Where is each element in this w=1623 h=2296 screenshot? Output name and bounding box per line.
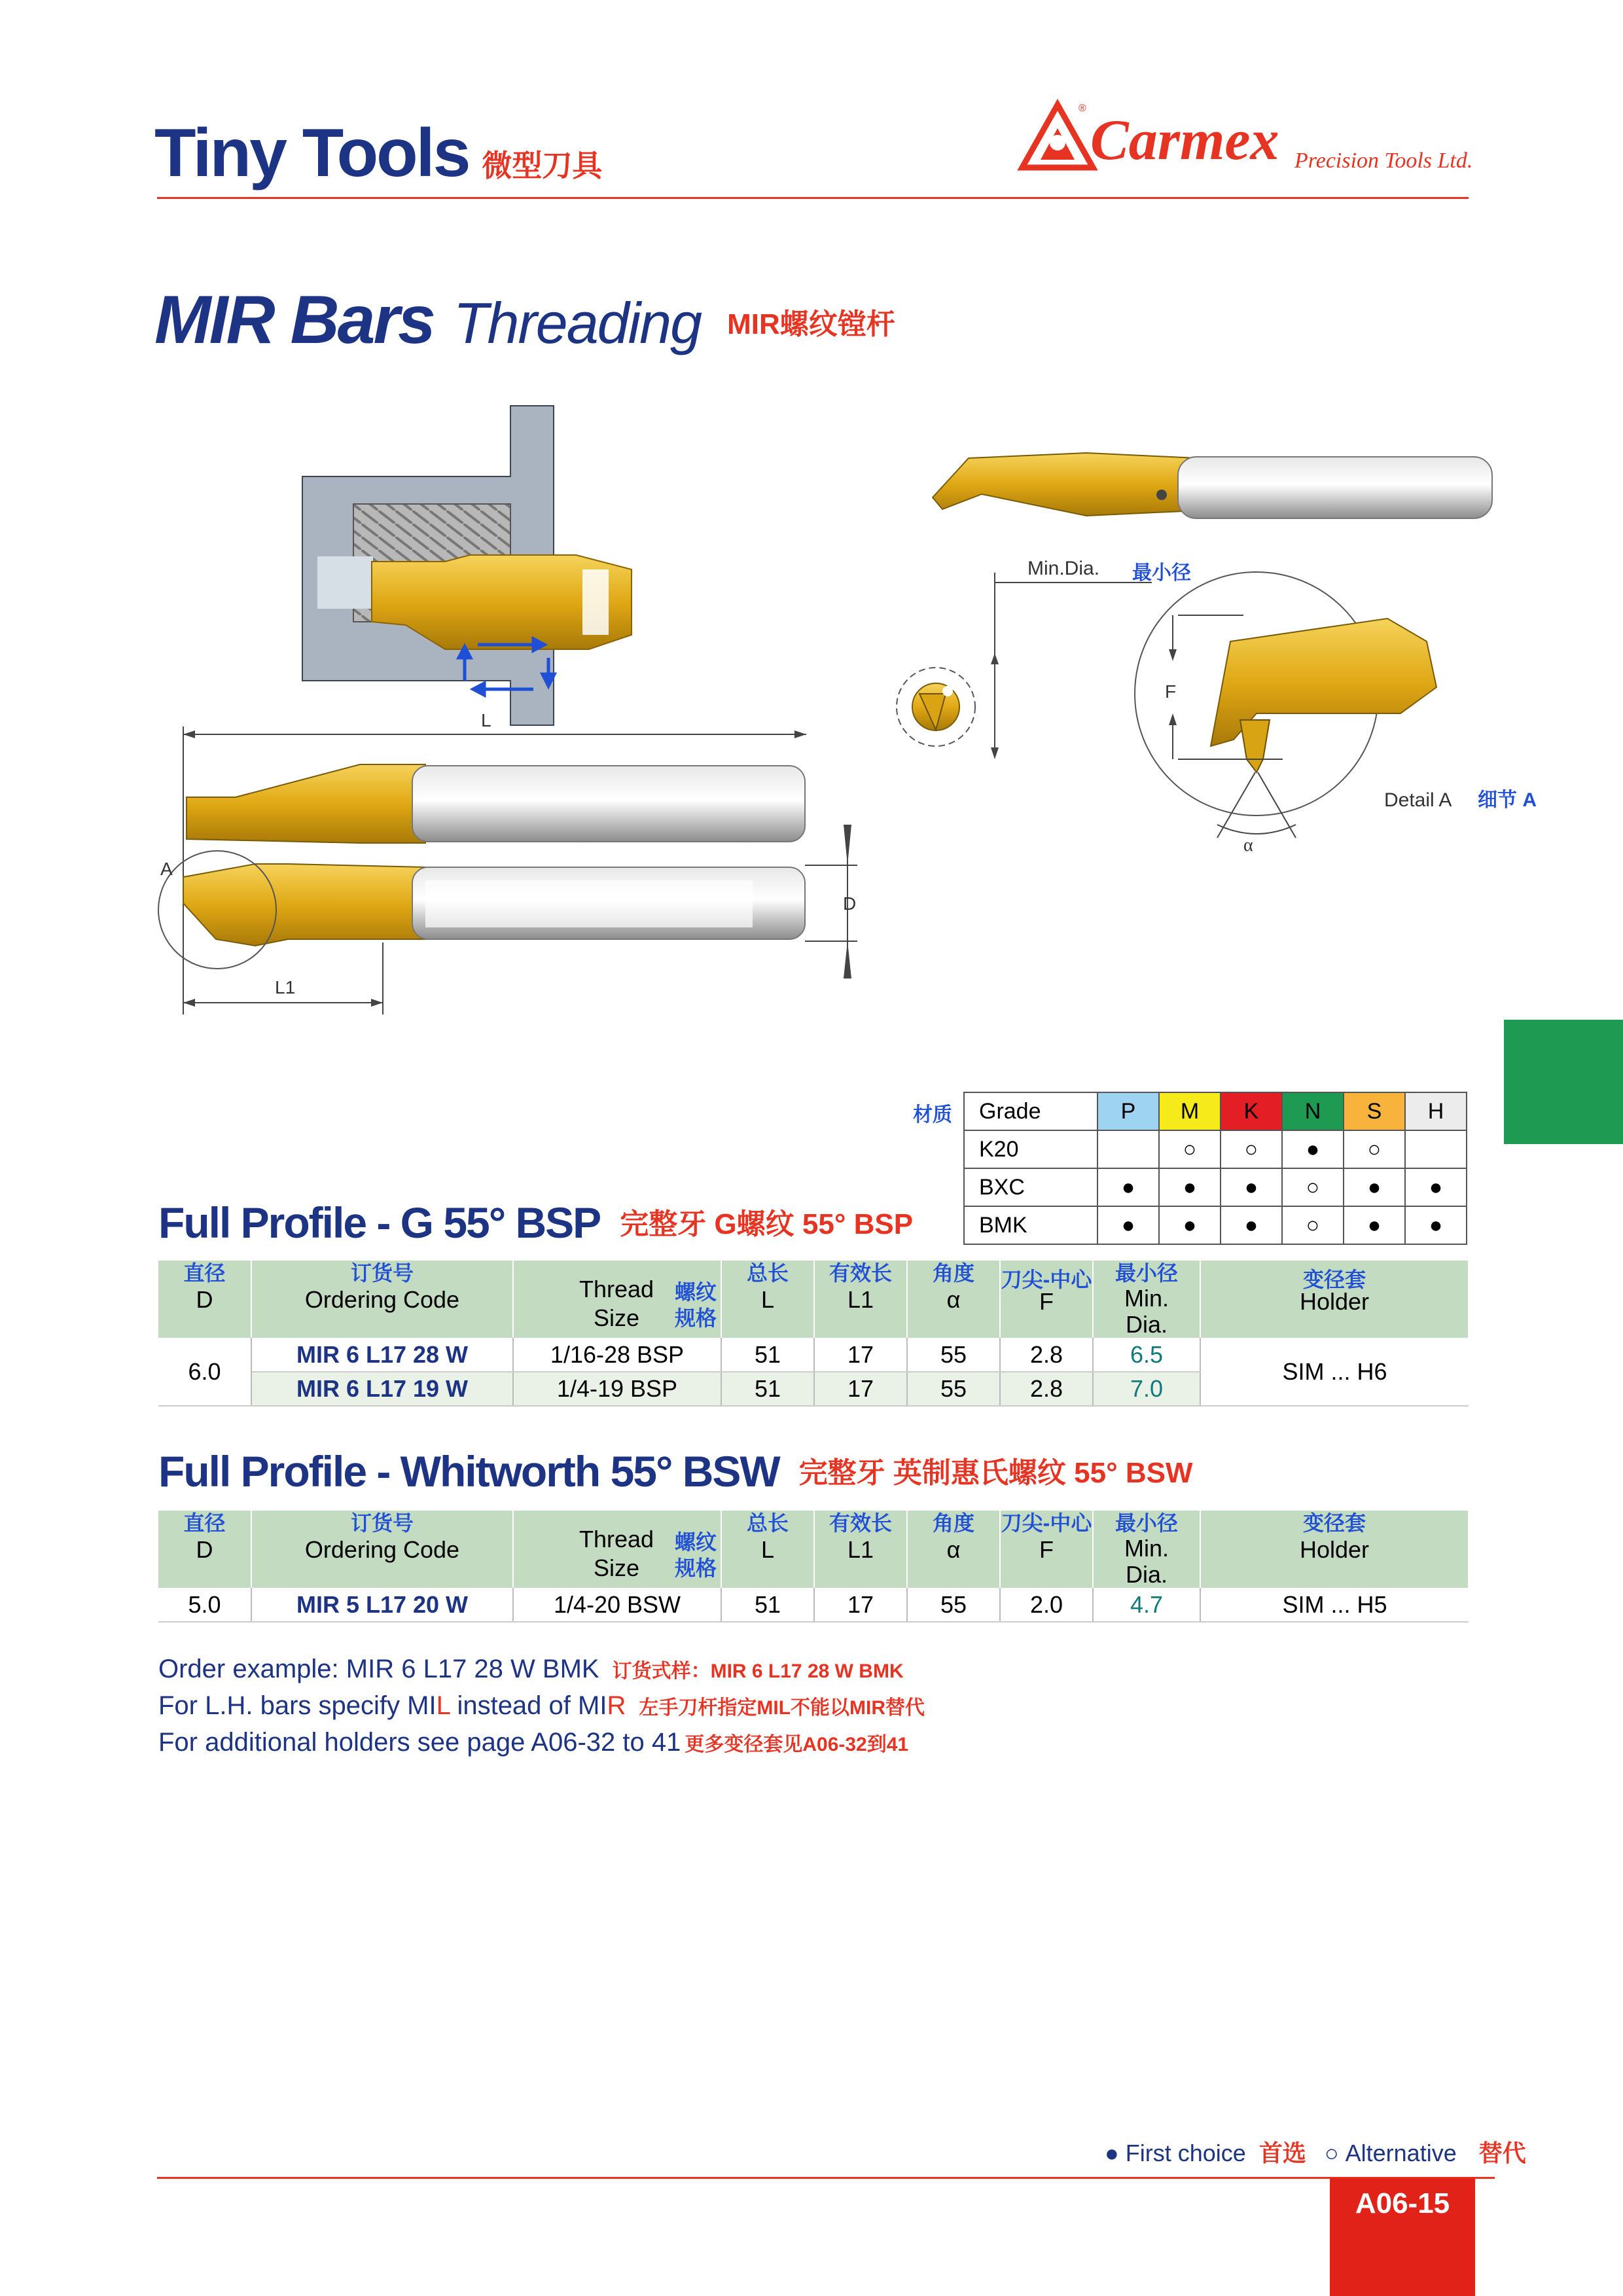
col-l1: 有效长 L1 [814,1261,907,1338]
section1-table [158,1261,1469,1407]
header-rule [157,197,1469,199]
product-title-italic: Threading [453,291,702,355]
cell-min-dia: 7.0 [1093,1372,1200,1406]
angle-alpha: α [1243,835,1253,855]
col-l1: 有效长 L1 [814,1511,907,1588]
product-title-bold: MIR Bars [154,282,434,358]
cell-l1: 17 [814,1372,907,1406]
iso-p: P [1097,1092,1159,1130]
cell-code: MIR 6 L17 19 W [251,1372,513,1406]
col-f: 刀尖-中心 F [1000,1261,1093,1338]
page-header-title [154,115,602,192]
cell-alpha: 55 [907,1338,1000,1372]
cell-holder: SIM ... H6 [1200,1338,1469,1406]
dim-L: L [481,710,491,730]
title-en: Tiny Tools [154,115,469,191]
cell-alpha: 55 [907,1588,1000,1622]
cell-thread: 1/16-28 BSP [513,1338,721,1372]
section1-title-cn: 完整牙 G螺纹 55° BSP [620,1208,914,1240]
table-row [158,1588,1469,1622]
grade-cell: ● [1405,1168,1467,1206]
col-code: 订货号 Ordering Code [251,1261,513,1338]
grade-row [964,1168,1467,1206]
cell-l: 51 [721,1338,814,1372]
legend-first-cn: 首选 [1258,2140,1306,2166]
col-l: 总长 L [721,1511,814,1588]
title-cn: 微型刀具 [482,149,603,183]
col-d: 直径 D [158,1261,251,1338]
tool-drawing [157,406,1537,1028]
iso-s: S [1344,1092,1405,1130]
note-cn: 订货式样：MIR 6 L17 28 W BMK [612,1660,904,1682]
grade-cell: ● [1221,1206,1282,1244]
bar-side-view [158,710,857,1014]
iso-h: H [1405,1092,1467,1130]
detail-label: Detail A [1384,789,1452,811]
cell-d: 6.0 [158,1338,251,1406]
cell-thread: 1/4-20 BSW [513,1588,721,1622]
brand-subtitle: Precision Tools Ltd. [1294,149,1473,173]
filled-circle-icon: ● [1105,2140,1119,2166]
product-title-cn: MIR螺纹镗杆 [727,308,895,340]
grade-cell: ● [1344,1168,1405,1206]
section1-header-row [158,1261,1469,1338]
legend-alt: Alternative [1345,2140,1457,2166]
iso-n: N [1282,1092,1344,1130]
note-cn: 更多变径套见A06-32到41 [685,1734,909,1755]
min-dia-label-cn: 最小径 [1132,562,1191,584]
section2-table [158,1511,1469,1623]
grade-cell: ● [1159,1206,1221,1244]
grade-table [963,1092,1467,1245]
cell-l1: 17 [814,1588,907,1622]
grade-cell: ● [1097,1206,1159,1244]
detail-a [1135,572,1537,855]
dim-L1: L1 [275,977,296,997]
section1-title-en: Full Profile - G 55° BSP [158,1198,601,1247]
note-order-example [158,1655,904,1684]
svg-text:®: ® [1079,103,1086,114]
cell-f: 2.8 [1000,1338,1093,1372]
col-alpha: 角度 α [907,1261,1000,1338]
grade-header-row [964,1092,1467,1130]
grade-cell: ● [1221,1168,1282,1206]
note-holders [158,1728,908,1757]
grade-cell: ● [1159,1168,1221,1206]
legend-first: First choice [1125,2140,1246,2166]
col-min-dia: 最小径 Min. Dia. [1093,1511,1200,1588]
grade-name: BXC [964,1168,1097,1206]
legend [1105,2135,1526,2168]
section1-title [158,1198,913,1247]
open-circle-icon: ○ [1324,2140,1339,2166]
section2-title [158,1446,1193,1496]
col-thread: Thread Size 螺纹 规格 [513,1261,721,1338]
grade-cell: ● [1282,1130,1344,1168]
iso-k: K [1221,1092,1282,1130]
bar-perspective-view [933,453,1492,518]
grade-cell: ● [1405,1206,1467,1244]
section2-header-row [158,1511,1469,1588]
col-code: 订货号 Ordering Code [251,1511,513,1588]
cell-alpha: 55 [907,1372,1000,1406]
grade-label-cn: 材质 [913,1104,952,1126]
label-A: A [160,859,173,879]
footer-rule [157,2177,1495,2179]
col-l: 总长 L [721,1261,814,1338]
col-holder: 变径套 Holder [1200,1261,1469,1338]
cell-holder: SIM ... H5 [1200,1588,1469,1622]
grade-row [964,1206,1467,1244]
col-f: 刀尖-中心 F [1000,1511,1093,1588]
col-thread: Thread Size 螺纹 规格 [513,1511,721,1588]
col-d: 直径 D [158,1511,251,1588]
grade-cell: ○ [1344,1130,1405,1168]
table-row [158,1338,1469,1372]
dim-D: D [843,893,857,914]
cell-f: 2.0 [1000,1588,1093,1622]
cell-l: 51 [721,1588,814,1622]
grade-header: Grade [964,1092,1097,1130]
cell-min-dia: 6.5 [1093,1338,1200,1372]
grade-cell: ○ [1282,1206,1344,1244]
cell-min-dia: 4.7 [1093,1588,1200,1622]
note-en: For additional holders see page A06-32 to 41 [158,1728,681,1757]
cell-thread: 1/4-19 BSP [513,1372,721,1406]
section2-title-en: Full Profile - Whitworth 55° BSW [158,1447,779,1496]
dim-F: F [1165,681,1177,702]
grade-cell [1097,1130,1159,1168]
col-min-dia: 最小径 Min. Dia. [1093,1261,1200,1338]
note-left-hand: For L.H. bars specify MIL instead of MIR 左手刀杆指定MIL不能以MIR替代 [158,1691,925,1720]
cell-l1: 17 [814,1338,907,1372]
iso-m: M [1159,1092,1221,1130]
grade-cell: ○ [1282,1168,1344,1206]
grade-name: BMK [964,1206,1097,1244]
min-dia-label: Min.Dia. [1027,558,1100,579]
detail-label-cn: 细节 A [1478,789,1537,811]
grade-cell: ● [1344,1206,1405,1244]
product-title [154,281,895,359]
legend-alt-cn: 替代 [1478,2140,1526,2166]
grade-cell: ○ [1159,1130,1221,1168]
col-holder: 变径套 Holder [1200,1511,1469,1588]
brand-text: Carmex [1090,109,1279,172]
cell-f: 2.8 [1000,1372,1093,1406]
note-cn: 左手刀杆指定MIL不能以MIR替代 [639,1697,925,1719]
grade-cell: ○ [1221,1130,1282,1168]
cell-code: MIR 5 L17 20 W [251,1588,513,1622]
page-number: A06-15 [1330,2178,1475,2296]
col-alpha: 角度 α [907,1511,1000,1588]
grade-cell: ● [1097,1168,1159,1206]
section-tab [1504,1020,1623,1144]
note-en: Order example: MIR 6 L17 28 W BMK [158,1655,599,1683]
cell-l: 51 [721,1372,814,1406]
grade-row [964,1130,1467,1168]
carmex-triangle-icon [1022,103,1093,168]
carmex-logo [1000,97,1471,175]
cell-d: 5.0 [158,1588,251,1622]
section2-title-cn: 完整牙 英制惠氏螺纹 55° BSW [798,1457,1193,1489]
cell-code: MIR 6 L17 28 W [251,1338,513,1372]
grade-cell [1405,1130,1467,1168]
grade-name: K20 [964,1130,1097,1168]
